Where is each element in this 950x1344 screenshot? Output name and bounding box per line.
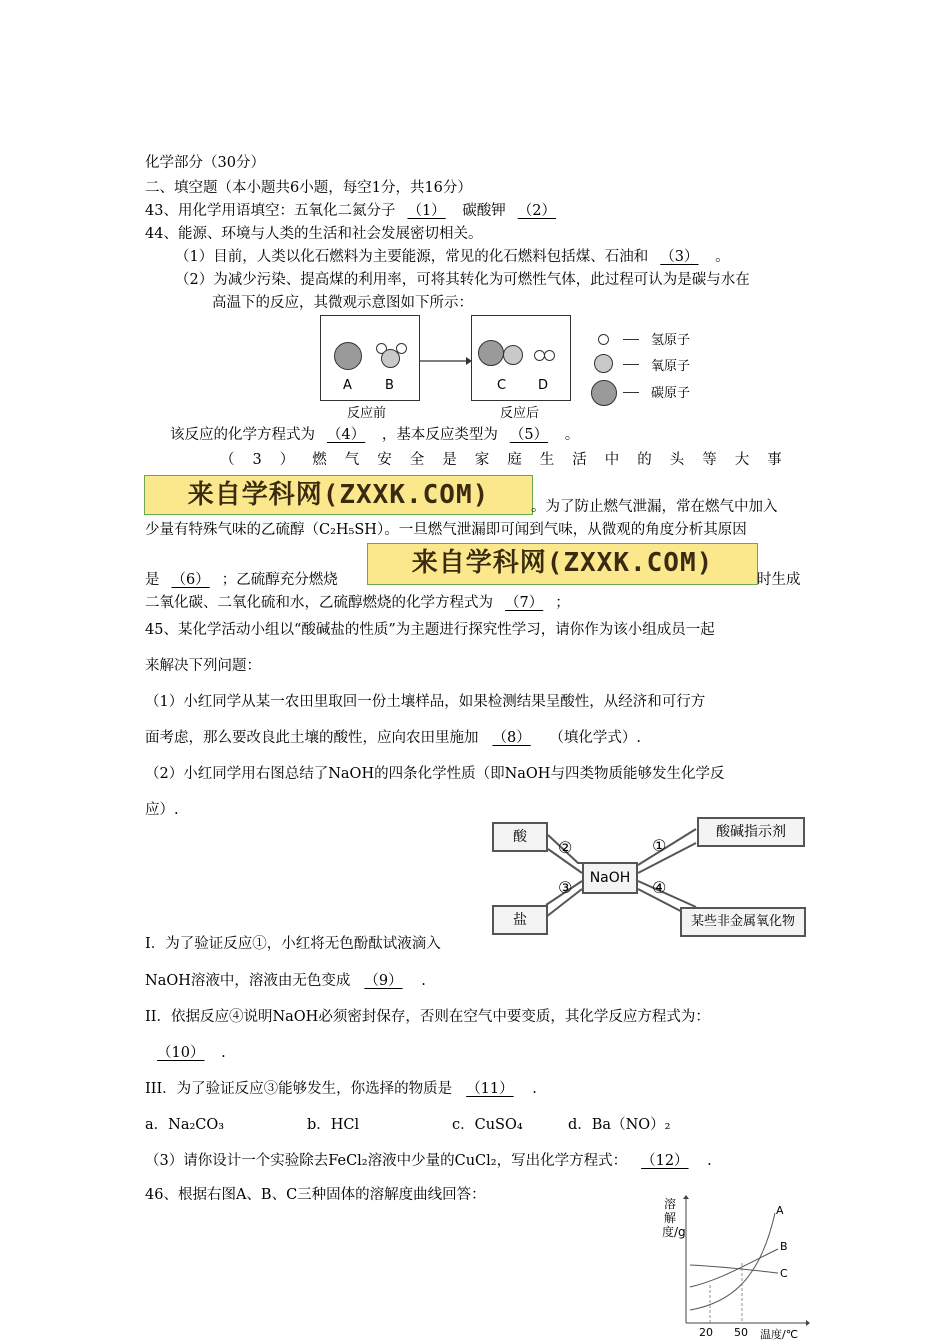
- legend-carbon: 碳原子: [651, 386, 691, 401]
- q45-ii-line2: （10） .: [145, 1043, 226, 1063]
- reaction-arrow-icon: [420, 355, 472, 367]
- q45-p1-line2: 面考虑，那么要改良此土壤的酸性，应向农田里施加 （8） （填化学式）.: [145, 730, 641, 746]
- blank-10[interactable]: （10）: [157, 1045, 205, 1061]
- hydrogen-atom: [544, 350, 555, 361]
- legend-hydrogen-icon: [598, 334, 609, 345]
- salt-box: 盐: [492, 905, 548, 935]
- q45-p2-line2: 应）.: [145, 802, 179, 818]
- naoh-box: NaOH: [582, 862, 638, 894]
- q44-p3-line5: 二氧化碳、二氧化硫和水，乙硫醇燃烧的化学方程式为 （7） ；: [145, 595, 570, 611]
- label-b: B: [385, 378, 394, 393]
- q45-i-line2: NaOH溶液中，溶液由无色变成 （9） .: [145, 973, 426, 989]
- option-c: c．CuSO₄: [452, 1117, 523, 1133]
- q45-iii-line: III．为了验证反应③能够发生，你选择的物质是 （11） .: [145, 1081, 537, 1097]
- q43-line: 43、用化学用语填空：五氧化二氮分子 （1） 碳酸钾 （2）: [145, 201, 568, 221]
- q44-eq-line: 该反应的化学方程式为 （4） ，基本反应类型为 （5） 。: [170, 427, 580, 443]
- q44-p2-line1: （2）为减少污染、提高煤的利用率，可将其转化为可燃性气体，此过程可认为是碳与水在: [175, 272, 750, 288]
- legend-hydrogen: 氢原子: [651, 333, 691, 348]
- reaction-4-marker: ④: [652, 878, 667, 897]
- part-title: 二、填空题（本小题共6小题，每空1分，共16分）: [145, 180, 472, 196]
- acid-box: 酸: [492, 822, 548, 852]
- before-caption: 反应前: [347, 406, 387, 421]
- section-title: 化学部分（30分）: [145, 155, 265, 171]
- hydrogen-atom: [396, 343, 407, 354]
- blank-1[interactable]: （1）: [407, 203, 446, 219]
- indicator-box: 酸碱指示剂: [697, 817, 805, 847]
- blank-9[interactable]: （9）: [364, 973, 403, 989]
- q44-p2-line2: 高温下的反应，其微观示意图如下所示：: [212, 295, 473, 311]
- blank-4[interactable]: （4）: [327, 427, 366, 443]
- curve-b-label: B: [780, 1240, 788, 1253]
- option-b: b．HCl: [307, 1117, 360, 1133]
- q44-intro: 44、能源、环境与人类的生活和社会发展密切相关。: [145, 226, 483, 242]
- option-d: d．Ba（NO）₂: [568, 1117, 671, 1133]
- q46-text: 46、根据右图A、B、C三种固体的溶解度曲线回答：: [145, 1187, 486, 1203]
- curve-c-label: C: [780, 1267, 788, 1280]
- q44-p3-start: （3）燃气安全是家庭生活中的头等大事: [220, 452, 800, 468]
- legend-oxygen: 氧原子: [651, 359, 691, 374]
- reaction-2-marker: ②: [558, 838, 573, 857]
- curve-a: [690, 1213, 775, 1310]
- legend-oxygen-icon: [594, 354, 613, 373]
- legend-carbon-icon: [591, 380, 617, 406]
- q44-p3-line4c: 时生成: [757, 572, 801, 588]
- chart-ylabel: 溶解度/g: [662, 1197, 686, 1239]
- label-a: A: [343, 378, 352, 393]
- q45-ii-line1: II．依据反应④说明NaOH必须密封保存，否则在空气中要变质，其化学反应方程式为：: [145, 1009, 710, 1025]
- tick-50: 50: [734, 1326, 748, 1339]
- blank-5[interactable]: （5）: [509, 427, 549, 443]
- q45-p1-line1: （1）小红同学从某一农田里取回一份土壤样品，如果检测结果呈酸性，从经济和可行方: [145, 694, 706, 710]
- q44-p3-line2: 。为了防止燃气泄漏，常在燃气中加入: [531, 499, 778, 515]
- q45-i-line1: I．为了验证反应①，小红将无色酚酞试液滴入: [145, 936, 441, 952]
- solubility-chart: [680, 1195, 810, 1340]
- q45-line1: 45、某化学活动小组以“酸碱盐的性质”为主题进行探究性学习，请你作为该小组成员一起: [145, 622, 715, 638]
- blank-2[interactable]: （2）: [517, 203, 557, 219]
- chart-xlabel: 温度/℃: [760, 1328, 799, 1341]
- label-c: C: [497, 378, 507, 393]
- after-caption: 反应后: [500, 406, 540, 421]
- blank-8[interactable]: （8）: [492, 730, 531, 746]
- label-d: D: [538, 378, 549, 393]
- nonmetal-oxide-box: 某些非金属氧化物: [680, 907, 806, 937]
- curve-c: [690, 1265, 778, 1273]
- q44-p3-line4: 是 （6） ；乙硫醇充分燃烧: [145, 572, 338, 588]
- blank-6[interactable]: （6）: [171, 572, 210, 588]
- q44-p3-line3: 少量有特殊气味的乙硫醇（C₂H₅SH）。一旦燃气泄漏即可闻到气味，从微观的角度分析其原因: [145, 522, 747, 538]
- tick-20: 20: [699, 1326, 713, 1339]
- blank-12[interactable]: （12）: [641, 1153, 689, 1169]
- q45-p3-line: （3）请你设计一个实验除去FeCl₂溶液中少量的CuCl₂，写出化学方程式： （12） .: [145, 1153, 712, 1169]
- reaction-1-marker: ①: [652, 836, 667, 855]
- reaction-3-marker: ③: [558, 878, 573, 897]
- blank-3[interactable]: （3）: [660, 249, 699, 265]
- watermark-logo: 来自学科网(ZXXK.COM): [367, 543, 758, 585]
- blank-7[interactable]: （7）: [505, 595, 544, 611]
- blank-11[interactable]: （11）: [466, 1081, 514, 1097]
- q44-p1: （1）目前，人类以化石燃料为主要能源，常见的化石燃料包括煤、石油和 （3） 。: [175, 249, 730, 265]
- carbon-atom-a: [334, 342, 362, 370]
- q45-p2-line1: （2）小红同学用右图总结了NaOH的四条化学性质（即NaOH与四类物质能够发生化学反: [145, 766, 725, 782]
- watermark-logo: 来自学科网(ZXXK.COM): [144, 475, 533, 515]
- carbon-atom: [478, 340, 504, 366]
- curve-a-label: A: [776, 1204, 784, 1217]
- oxygen-atom: [503, 345, 523, 365]
- q45-line2: 来解决下列问题：: [145, 658, 261, 674]
- option-a: a．Na₂CO₃: [145, 1117, 225, 1133]
